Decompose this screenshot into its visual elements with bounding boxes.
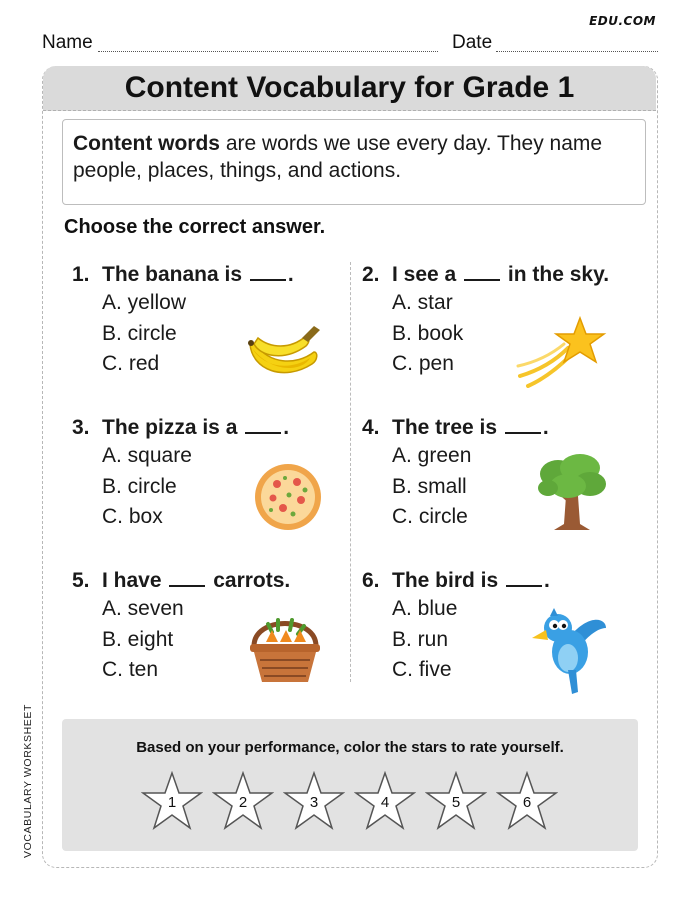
option-a[interactable]: A. green [392, 444, 472, 467]
date-label: Date [452, 32, 493, 53]
question-stem: 1. The banana is . [72, 263, 294, 286]
pizza-icon [253, 462, 323, 532]
option-c[interactable]: C. five [392, 658, 452, 681]
name-date-row [42, 32, 658, 54]
answer-blank[interactable] [506, 571, 542, 587]
rating-star-3[interactable] [283, 771, 345, 831]
answer-blank[interactable] [464, 265, 500, 281]
banana-icon [244, 322, 324, 384]
star-number: 4 [380, 794, 390, 811]
self-rating-panel [62, 719, 638, 851]
rating-star-6[interactable] [496, 771, 558, 831]
answer-blank[interactable] [250, 265, 286, 281]
intro-text: are words we use every day. They name people, places, things, and actions. [73, 132, 603, 182]
option-c[interactable]: C. box [102, 505, 163, 528]
shooting-star-icon [516, 316, 610, 388]
option-b[interactable]: B. run [392, 627, 449, 651]
option-c[interactable]: C. red [102, 352, 160, 375]
option-c[interactable]: C. circle [392, 505, 468, 528]
star-number: 2 [238, 794, 248, 811]
blue-bird-icon [528, 604, 610, 698]
page-title: Content Vocabulary for Grade 1 [124, 71, 575, 104]
option-a[interactable]: A. blue [392, 597, 458, 620]
question-stem: 6. The bird is . [362, 569, 550, 592]
instruction: Choose the correct answer. [64, 216, 326, 238]
carrot-basket-icon [246, 612, 324, 686]
title-band [43, 66, 656, 111]
star-number: 5 [451, 794, 461, 811]
option-b[interactable]: B. book [392, 321, 464, 345]
side-label: VOCABULARY WORKSHEET [22, 704, 34, 858]
rating-star-5[interactable] [425, 771, 487, 831]
question-stem: 3. The pizza is a . [72, 416, 290, 439]
rating-stars [141, 771, 561, 835]
option-b[interactable]: B. circle [102, 321, 177, 345]
question-stem: 5. I have carrots. [72, 569, 291, 592]
option-b[interactable]: B. small [392, 474, 467, 498]
answer-blank[interactable] [245, 418, 281, 434]
answer-blank[interactable] [169, 571, 205, 587]
name-label: Name [42, 32, 93, 53]
option-b[interactable]: B. circle [102, 474, 177, 498]
star-number: 3 [309, 794, 319, 811]
rating-star-4[interactable] [354, 771, 416, 831]
option-a[interactable]: A. star [392, 291, 453, 314]
star-number: 6 [522, 794, 532, 811]
star-number: 1 [167, 794, 177, 811]
intro-bold: Content words [73, 132, 220, 155]
option-a[interactable]: A. square [102, 444, 192, 467]
rating-star-1[interactable] [141, 771, 203, 831]
tree-icon [536, 452, 608, 532]
name-line[interactable] [98, 51, 438, 52]
question-stem: 4. The tree is . [362, 416, 549, 439]
intro-box [62, 119, 646, 205]
date-line[interactable] [496, 51, 658, 52]
option-c[interactable]: C. pen [392, 352, 454, 375]
option-b[interactable]: B. eight [102, 627, 174, 651]
option-c[interactable]: C. ten [102, 658, 159, 681]
rating-star-2[interactable] [212, 771, 274, 831]
answer-blank[interactable] [505, 418, 541, 434]
option-a[interactable]: A. seven [102, 597, 184, 620]
rating-prompt: Based on your performance, color the stars to rate yourself. [136, 739, 564, 756]
option-a[interactable]: A. yellow [102, 291, 187, 314]
brand-logo: EDU.COM [589, 14, 656, 28]
question-stem: 2. I see a in the sky. [362, 263, 610, 286]
